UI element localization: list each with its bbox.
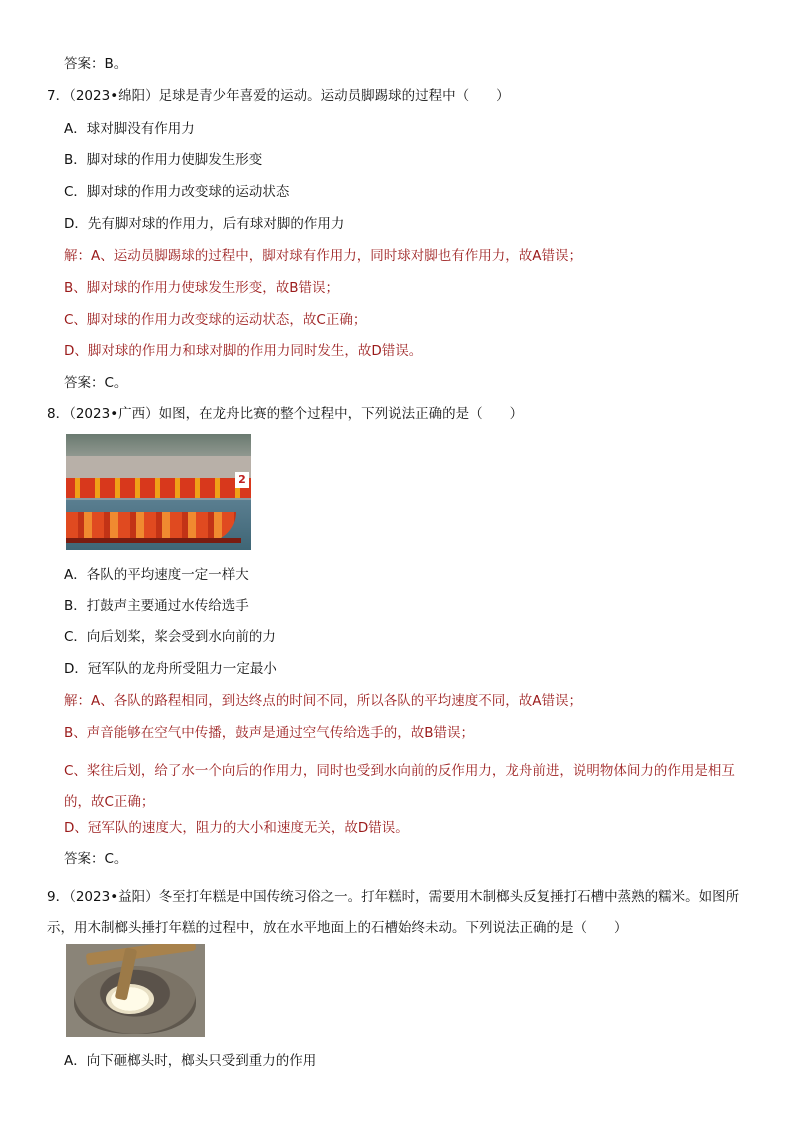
q9-option-a: A．向下砸榔头时，榔头只受到重力的作用 [64,1053,317,1069]
q7-solution-a: 解：A、运动员脚踢球的过程中，脚对球有作用力，同时球对脚也有作用力，故A错误； [64,248,582,264]
q7-option-b: B．脚对球的作用力使脚发生形变 [64,152,263,168]
q8-stem: 8．（2023•广西）如图，在龙舟比赛的整个过程中，下列说法正确的是（ ） [47,406,524,422]
q7-option-c: C．脚对球的作用力改变球的运动状态 [64,184,290,200]
mortar-photo [66,944,205,1037]
q8-option-c: C．向后划桨，桨会受到水向前的力 [64,629,276,645]
q8-option-d: D．冠军队的龙舟所受阻力一定最小 [64,661,277,677]
q7-answer: 答案：C。 [64,375,128,391]
q8-solution-b: B、声音能够在空气中传播，鼓声是通过空气传给选手的，故B错误； [64,725,475,741]
q8-option-a: A．各队的平均速度一定一样大 [64,567,249,583]
q7-option-a: A．球对脚没有作用力 [64,121,195,137]
q7-solution-c: C、脚对球的作用力改变球的运动状态，故C正确； [64,312,367,328]
q9-stem: 9．（2023•益阳）冬至打年糕是中国传统习俗之一。打年糕时，需要用木制榔头反复捶打石槽中蒸熟的糯米。如图所示，用木制榔头捶打年糕的过程中，放在水平地面上的石槽始终未动。下列说法正确的是（ ） [47,889,740,936]
q8-solution-c: C、桨往后划，给了水一个向后的作用力，同时也受到水向前的反作用力，龙舟前进，说明物体间力的作用是相互的，故C正确； [64,763,735,810]
boat-number-label: 2 [235,472,249,488]
q7-stem: 7．（2023•绵阳）足球是青少年喜爱的运动。运动员脚踢球的过程中（ ） [47,88,510,104]
q7-solution-b: B、脚对球的作用力使球发生形变，故B错误； [64,280,340,296]
q7-option-d: D．先有脚对球的作用力，后有球对脚的作用力 [64,216,345,232]
q8-solution-a: 解：A、各队的路程相同，到达终点的时间不同，所以各队的平均速度不同，故A错误； [64,693,582,709]
q7-solution-d: D、脚对球的作用力和球对脚的作用力同时发生，故D错误。 [64,343,423,359]
q8-solution-d: D、冠军队的速度大，阻力的大小和速度无关，故D错误。 [64,820,409,836]
q6-answer: 答案：B。 [64,56,128,72]
q8-answer: 答案：C。 [64,851,128,867]
dragon-boat-photo [66,434,251,550]
q8-option-b: B．打鼓声主要通过水传给选手 [64,598,249,614]
